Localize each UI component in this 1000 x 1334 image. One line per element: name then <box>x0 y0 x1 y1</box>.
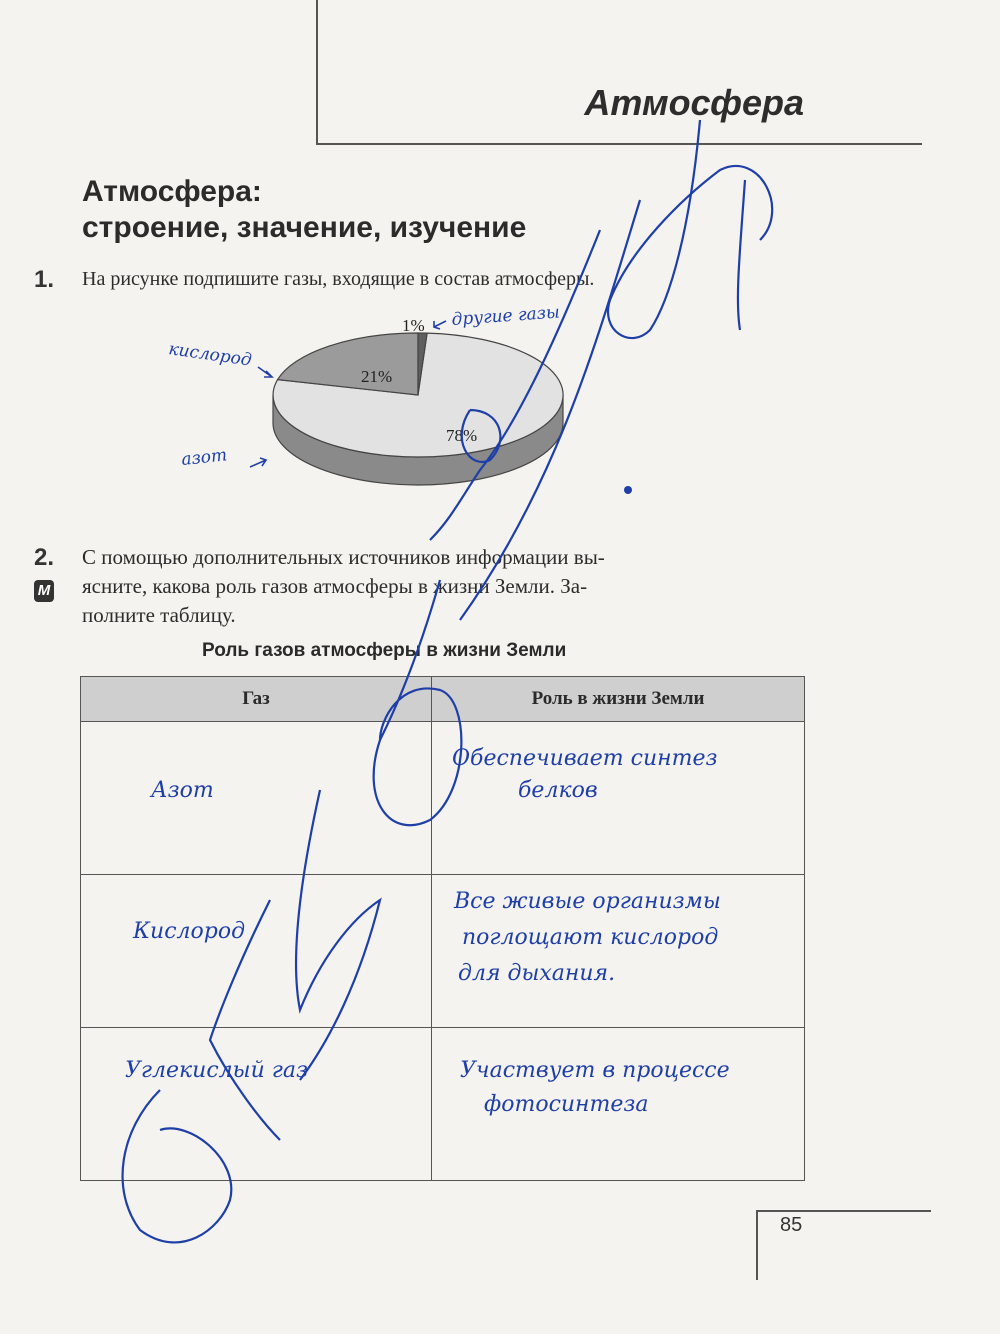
handwritten-role-line1: Все живые организмы <box>454 889 721 914</box>
handwritten-role-line2: белков <box>518 778 598 803</box>
handwritten-role-line1: Участвует в процессе <box>460 1058 730 1083</box>
handwritten-gas: Азот <box>151 778 214 803</box>
handwritten-nitrogen-label: азот <box>180 445 229 470</box>
pie-label-oxygen: 21% <box>361 367 393 386</box>
pie-label-nitrogen: 78% <box>446 426 478 445</box>
handwritten-role-line1: Обеспечивает синтез <box>452 746 718 771</box>
page-number-rule-vertical <box>756 1210 758 1280</box>
column-header-gas: Газ <box>81 677 432 722</box>
table-cell-gas[interactable] <box>81 722 432 875</box>
task2-text-line1: С помощью дополнительных источников информации вы- <box>82 545 605 569</box>
handwritten-role-line2: фотосинтеза <box>484 1092 649 1117</box>
lesson-title <box>82 174 526 246</box>
scribble-stroke <box>608 120 772 338</box>
handwritten-gas: Углекислый газ <box>125 1058 308 1083</box>
column-header-role: Роль в жизни Земли <box>432 677 805 722</box>
table-cell-role[interactable] <box>432 1028 805 1181</box>
handwritten-role-line2: поглощают кислород <box>462 925 719 950</box>
task1-number: 1. <box>34 266 55 293</box>
task2-text <box>82 543 605 630</box>
handwritten-oxygen-label: кислород <box>167 339 253 371</box>
table-cell-role[interactable] <box>432 875 805 1028</box>
table-row <box>81 875 805 1028</box>
task1-text: На рисунке подпишите газы, входящие в состав атмосферы. <box>82 268 595 290</box>
additional-sources-icon: М <box>34 580 54 602</box>
scribble-stroke <box>738 180 745 330</box>
task2-number: 2. <box>34 544 55 571</box>
pie-label-other: 1% <box>402 316 425 335</box>
atmosphere-pie-chart <box>150 295 610 520</box>
page-number-rule <box>756 1210 931 1212</box>
table-cell-role[interactable] <box>432 722 805 875</box>
table-row <box>81 1028 805 1181</box>
handwritten-role-line3: для дыхания. <box>458 961 616 986</box>
table-caption: Роль газов атмосферы в жизни Земли <box>202 640 567 661</box>
page-number: 85 <box>780 1214 803 1236</box>
arrow-oxygen <box>258 367 272 377</box>
handwritten-gas: Кислород <box>133 919 246 944</box>
arrow-other <box>434 321 446 329</box>
table-cell-gas[interactable] <box>81 875 432 1028</box>
task2-text-line2: ясните, какова роль газов атмосферы в жизни Земли. За- <box>82 574 588 598</box>
lesson-title-line1: Атмосфера: <box>82 175 262 208</box>
table-cell-gas[interactable] <box>81 1028 432 1181</box>
lesson-title-line2: строение, значение, изучение <box>82 211 527 244</box>
arrow-nitrogen <box>250 458 266 467</box>
gas-role-table <box>80 676 805 1181</box>
section-title: Атмосфера <box>584 82 804 123</box>
handwritten-other-label: другие газы <box>450 302 561 330</box>
table-header-row <box>81 677 805 722</box>
scribble-dot <box>624 486 632 494</box>
table-row <box>81 722 805 875</box>
task2-text-line3: полните таблицу. <box>82 603 236 627</box>
